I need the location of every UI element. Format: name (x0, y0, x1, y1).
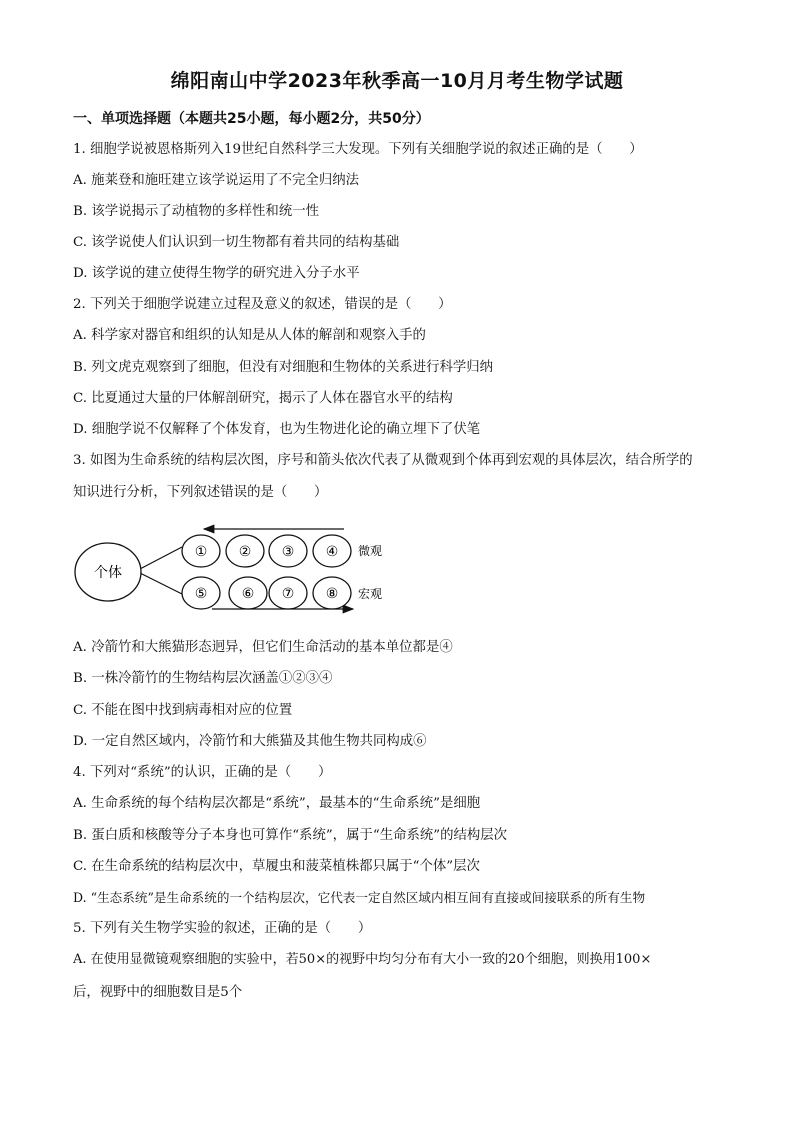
level-label-1: ① (194, 544, 208, 560)
level-label-7: ⑦ (281, 586, 295, 602)
micro-label: 微观 (358, 544, 383, 558)
question-5-option-a-line-2: 后，视野中的细胞数目是5个 (73, 985, 243, 1000)
level-label-4: ④ (325, 544, 339, 560)
question-4-option-b: B. 蛋白质和核酸等分子本身也可算作“系统”，属于“生命系统”的结构层次 (73, 828, 508, 843)
question-2-option-a: A. 科学家对器官和组织的认知是从人体的解剖和观察入手的 (73, 328, 426, 343)
question-1-option-a: A. 施莱登和施旺建立该学说运用了不完全归纳法 (73, 173, 359, 188)
question-3-stem-line-2: 知识进行分析，下列叙述错误的是（ ） (73, 485, 328, 500)
question-3-option-c: C. 不能在图中找到病毒相对应的位置 (73, 703, 293, 718)
life-system-levels-diagram (72, 520, 412, 620)
level-label-6: ⑥ (241, 586, 255, 602)
level-label-5: ⑤ (194, 586, 208, 602)
question-3-option-d: D. 一定自然区域内，冷箭竹和大熊猫及其他生物共同构成⑥ (73, 734, 427, 749)
question-4-stem: 4. 下列对“系统”的认识，正确的是（ ） (73, 765, 332, 780)
question-2-option-c: C. 比夏通过大量的尸体解剖研究，揭示了人体在器官水平的结构 (73, 391, 453, 406)
question-5-option-a-line-1: A. 在使用显微镜观察细胞的实验中，若50×的视野中均匀分布有大小一致的20个细胞，则换用100× (73, 952, 652, 967)
question-3-option-b: B. 一株冷箭竹的生物结构层次涵盖①②③④ (73, 671, 333, 686)
question-3-option-a: A. 冷箭竹和大熊猫形态迥异，但它们生命活动的基本单位都是④ (73, 640, 453, 655)
level-label-2: ② (238, 544, 252, 560)
question-1-option-d: D. 该学说的建立使得生物学的研究进入分子水平 (73, 266, 360, 281)
question-2-option-d: D. 细胞学说不仅解释了个体发育，也为生物进化论的确立埋下了伏笔 (73, 422, 481, 437)
question-1-stem: 1. 细胞学说被恩格斯列入19世纪自然科学三大发现。下列有关细胞学说的叙述正确的是（ ） (73, 142, 643, 157)
individual-label: 个体 (94, 565, 122, 581)
question-2-option-b: B. 列文虎克观察到了细胞，但没有对细胞和生物体的关系进行科学归纳 (73, 360, 494, 375)
connector-bottom (138, 572, 182, 594)
question-4-option-a: A. 生命系统的每个结构层次都是“系统”，最基本的“生命系统”是细胞 (73, 796, 481, 811)
question-1-option-c: C. 该学说使人们认识到一切生物都有着共同的结构基础 (73, 235, 400, 250)
level-label-3: ③ (281, 544, 295, 560)
question-4-option-d: D. “生态系统”是生命系统的一个结构层次，它代表一定自然区域内相互间有直接或间接联系的所有生物 (73, 890, 646, 905)
question-3-stem-line-1: 3. 如图为生命系统的结构层次图，序号和箭头依次代表了从微观到个体再到宏观的具体层次，结合所学的 (73, 453, 693, 468)
level-label-8: ⑧ (325, 586, 339, 602)
connector-top (138, 547, 182, 570)
section-heading: 一、单项选择题（本题共25小题，每小题2分，共50分） (73, 111, 430, 127)
macro-label: 宏观 (358, 587, 383, 601)
question-1-option-b: B. 该学说揭示了动植物的多样性和统一性 (73, 204, 319, 219)
question-4-option-c: C. 在生命系统的结构层次中，草履虫和菠菜植株都只属于“个体”层次 (73, 859, 480, 874)
page-title: 绵阳南山中学2023年秋季高一10月月考生物学试题 (170, 70, 624, 92)
question-5-stem: 5. 下列有关生物学实验的叙述，正确的是（ ） (73, 921, 372, 936)
question-2-stem: 2. 下列关于细胞学说建立过程及意义的叙述，错误的是（ ） (73, 297, 452, 312)
